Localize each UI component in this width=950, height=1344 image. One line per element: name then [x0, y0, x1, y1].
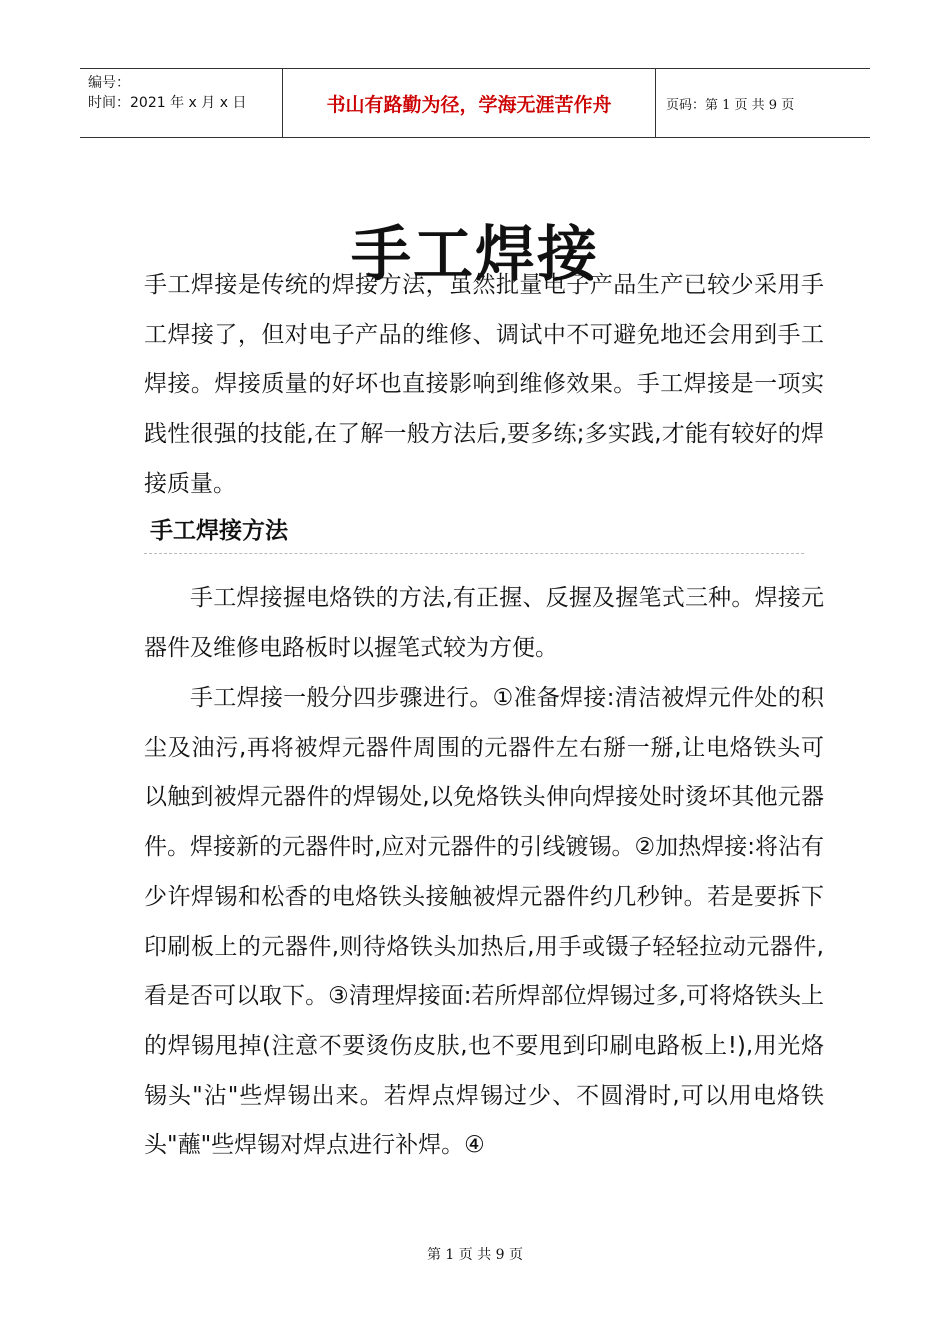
motto: 书山有路勤为径，学海无涯苦作舟 [282, 69, 656, 137]
intro-paragraph: 手工焊接是传统的焊接方法，虽然批量电子产品生产已较少采用手工焊接了，但对电子产品的维修、调试中不可避免地还会用到手工焊接。焊接质量的好坏也直接影响到维修效果。手工焊接是一项实践性很强的技能,在了解一般方法后,要多练;多实践,才能有较好的焊接质量。 [144, 272, 824, 497]
serial-label: 编号： [88, 75, 130, 91]
steps-paragraph: 手工焊接一般分四步骤进行。①准备焊接:清洁被焊元件处的积尘及油污,再将被焊元器件周围的元器件左右掰一掰,让电烙铁头可以触到被焊元器件的焊锡处,以免烙铁头伸向焊接处时烫坏其他元器件。焊接新的元器件时,应对元器件的引线镀锡。②加热焊接:将沾有少许焊锡和松香的电烙铁头接触被焊元器件约几秒钟。若是要拆下印刷板上的元器件,则待烙铁头加热后,用手或镊子轻轻拉动元器件,看是否可以取下。③清理焊接面:若所焊部位焊锡过多,可将烙铁头上的焊锡甩掉(注意不要烫伤皮肤,也不要甩到印刷电路板上!),用光烙锡头"沾"些焊锡出来。若焊点焊锡过少、不圆滑时,可以用电烙铁头"蘸"些焊锡对焊点进行补焊。④ [144, 685, 824, 1159]
page-label: 页码：第 1 页 共 9 页 [666, 97, 795, 113]
section-divider [144, 553, 804, 554]
header-meta [80, 69, 282, 137]
page-title: 手工焊接 [351, 220, 599, 291]
page-footer: 第 1 页 共 9 页 [426, 1247, 524, 1263]
section-heading: 手工焊接方法 [150, 518, 288, 544]
method-paragraph: 手工焊接握电烙铁的方法,有正握、反握及握笔式三种。焊接元器件及维修电路板时以握笔式较为方便。 [144, 585, 824, 661]
date-label: 时间：2021 年 x 月 x 日 [88, 95, 247, 111]
document-header [80, 68, 870, 138]
